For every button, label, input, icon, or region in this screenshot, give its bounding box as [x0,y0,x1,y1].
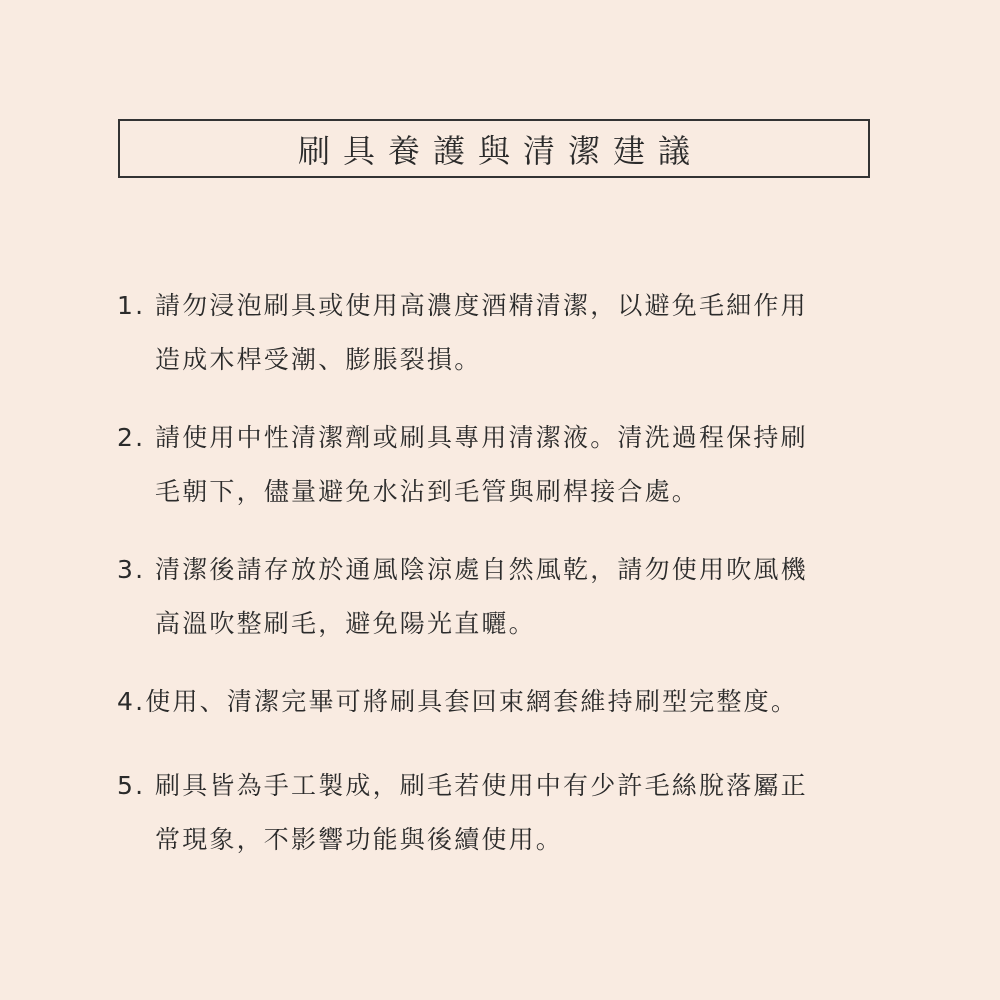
list-item [117,543,887,651]
page-title: 刷具養護與清潔建議 [297,131,703,170]
list-item-line [117,597,887,651]
list-item-text: 請使用中性清潔劑或刷具專用清潔液。清洗過程保持刷 [155,423,808,452]
list-item-line [117,759,887,813]
list-item-text: 高溫吹整刷毛，避免陽光直曬。 [155,609,536,638]
list-item-line [117,675,887,729]
list-item-line [117,465,887,519]
list-item [117,675,887,729]
list-item-number: 3. [117,555,146,584]
list-item-text: 請勿浸泡刷具或使用高濃度酒精清潔，以避免毛細作用 [155,291,808,320]
list-item-number: 1. [117,291,146,320]
list-item-line [117,411,887,465]
list-item-line [117,543,887,597]
list-item [117,279,887,387]
list-item [117,411,887,519]
list-item-text: 刷具皆為手工製成，刷毛若使用中有少許毛絲脫落屬正 [155,771,808,800]
list-item-text: 清潔後請存放於通風陰涼處自然風乾，請勿使用吹風機 [155,555,808,584]
list-item-text: 常現象，不影響功能與後續使用。 [155,825,564,854]
list-item-line [117,813,887,867]
list-item-number: 5. [117,771,146,800]
list-item-text: 使用、清潔完畢可將刷具套回束網套維持刷型完整度。 [145,687,799,716]
list-item-text: 毛朝下，儘量避免水沾到毛管與刷桿接合處。 [155,477,700,506]
list-item-line [117,279,887,333]
title-box [118,119,870,178]
list-item-line [117,333,887,387]
list-item [117,759,887,867]
list-item-number: 2. [117,423,146,452]
list-item-number: 4. [117,687,146,716]
list-item-text: 造成木桿受潮、膨脹裂損。 [155,345,482,374]
